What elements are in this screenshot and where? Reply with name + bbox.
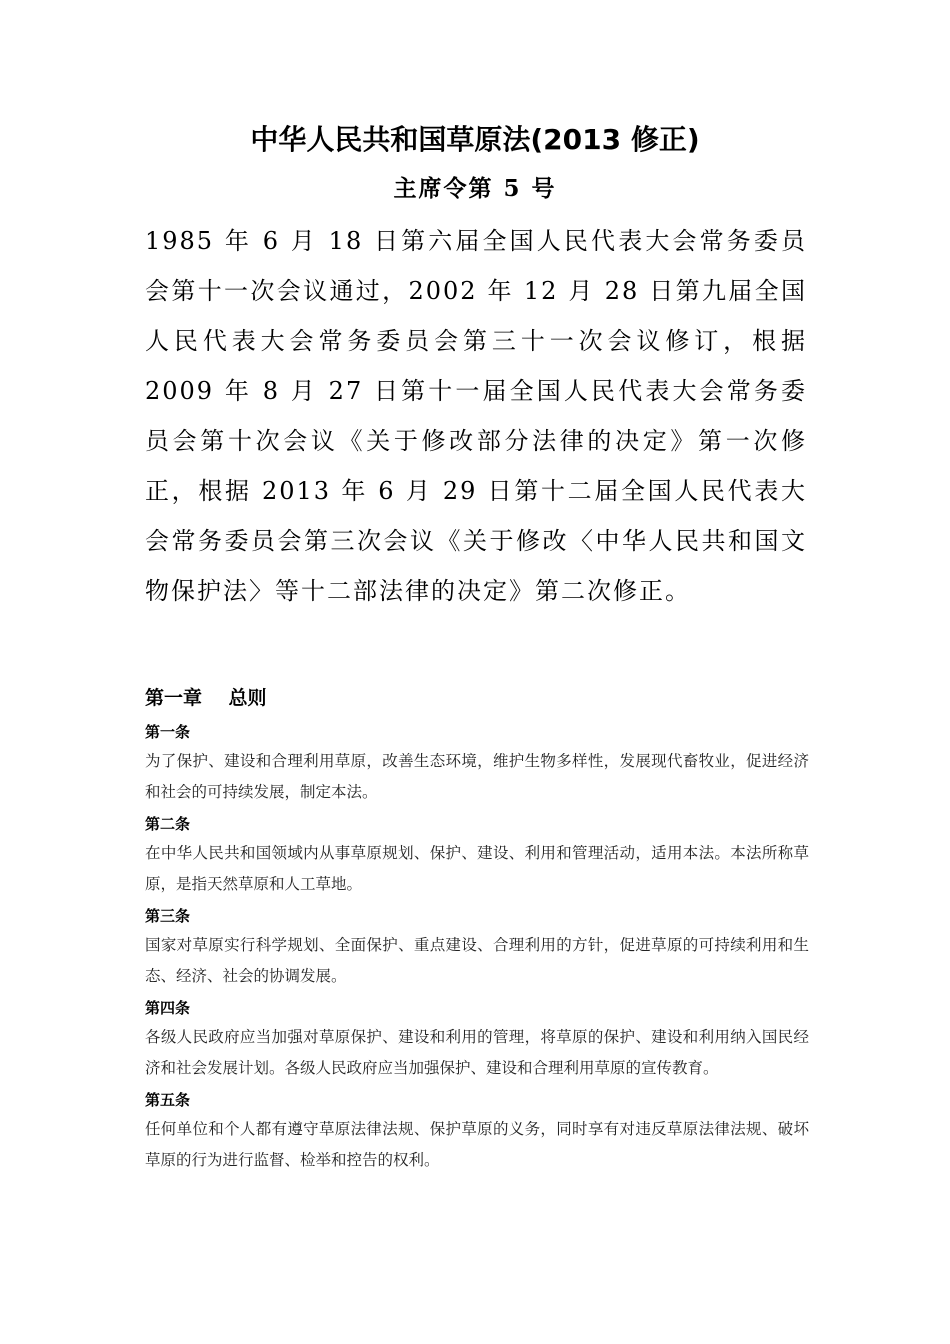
article-heading: 第一条 [145, 723, 191, 741]
chapter-heading: 第一章 总则 [145, 687, 267, 709]
article [145, 902, 809, 992]
article-body: 任何单位和个人都有遵守草原法律法规、保护草原的义务，同时享有对违反草原法律法规、破坏草原的行为进行监督、检举和控告的权利。 [145, 1120, 809, 1169]
article-body: 各级人民政府应当加强对草原保护、建设和利用的管理，将草原的保护、建设和利用纳入国民经济和社会发展计划。各级人民政府应当加强保护、建设和合理利用草原的宣传教育。 [145, 1028, 809, 1077]
article [145, 718, 809, 808]
article-heading: 第二条 [145, 815, 191, 833]
legislative-history: 1985 年 6 月 18 日第六届全国人民代表大会常务委员会第十一次会议通过，2002 年 12 月 28 日第九届全国人民代表大会常务委员会第三十一次会议修订，根据 2009 年 8 月 27 日第十一届全国人民代表大会常务委员会第十次会议《关于修改部分法律的决定》第一次修正，根据 2013 年 6 月 29 日第十二届全国人民代表大会常务委员会第三次会议《关于修改〈中华人民共和国文物保护法〉等十二部法律的决定》第二次修正。 [145, 227, 807, 605]
article [145, 810, 809, 900]
document-subtitle: 主席令第 5 号 [393, 175, 557, 202]
articles-list [145, 718, 809, 1178]
article-body: 在中华人民共和国领域内从事草原规划、保护、建设、利用和管理活动，适用本法。本法所称草原，是指天然草原和人工草地。 [145, 844, 809, 893]
article-heading: 第五条 [145, 1091, 191, 1109]
article [145, 1086, 809, 1176]
article [145, 994, 809, 1084]
article-body: 国家对草原实行科学规划、全面保护、重点建设、合理利用的方针，促进草原的可持续利用和生态、经济、社会的协调发展。 [145, 936, 809, 985]
article-body: 为了保护、建设和合理利用草原，改善生态环境，维护生物多样性，发展现代畜牧业，促进经济和社会的可持续发展，制定本法。 [145, 752, 809, 801]
article-heading: 第四条 [145, 999, 191, 1017]
article-heading: 第三条 [145, 907, 191, 925]
document-title: 中华人民共和国草原法(2013 修正) [250, 123, 700, 156]
